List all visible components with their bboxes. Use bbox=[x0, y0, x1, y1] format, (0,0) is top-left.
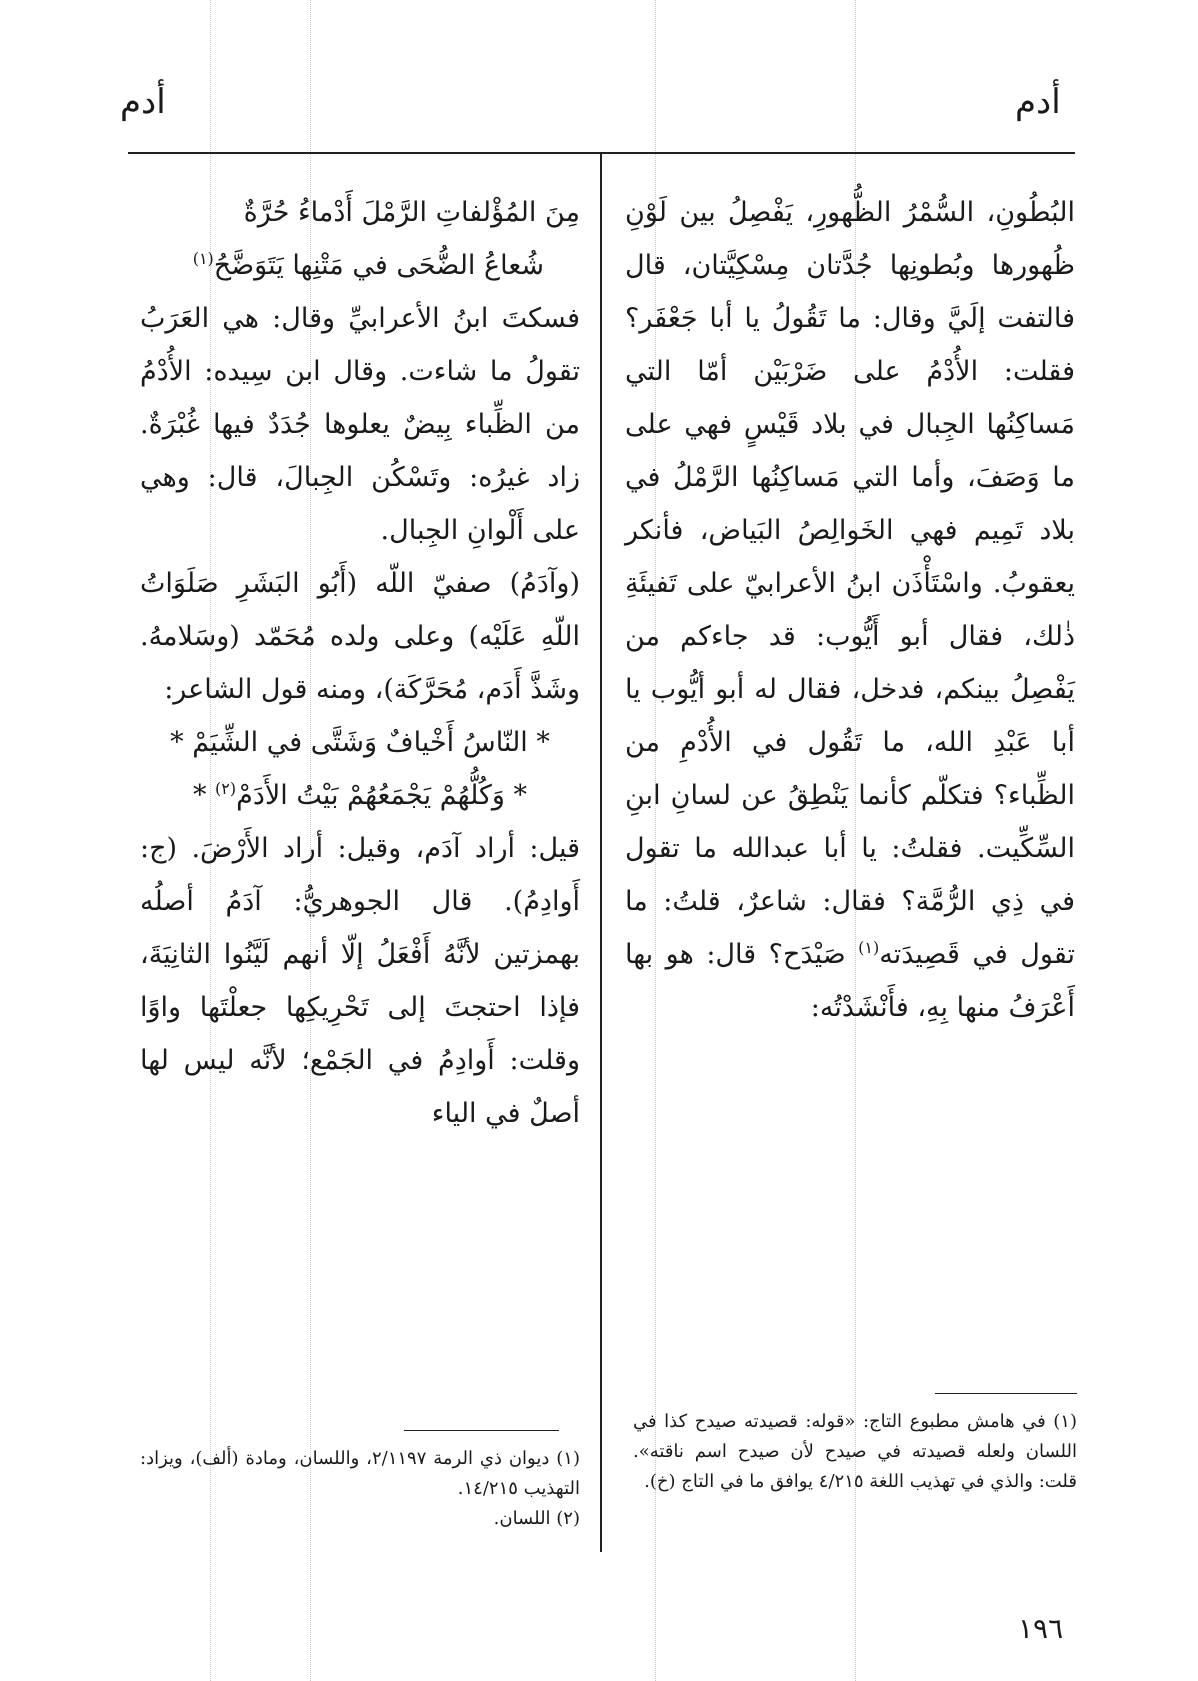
left-paragraph: قيل: أراد آدَم، وقيل: أراد الأَرْضَ. (ج: أَوادِمُ). قال الجوهريُّ: آدَمُ أصلُه بهمزتين لأنَّهُ أَفْعَلُ إلّا أنهم لَيَّنُوا الثانِيَةَ، فإذا احتجتَ إلى تَحْرِيكِها جعلْتَها واوًا وقلت: أَوادِمُ في الجَمْع؛ لأنَّه ليس لها أصلٌ في الياء bbox=[140, 833, 580, 1129]
running-header-right: أدم bbox=[1015, 82, 1061, 122]
footnote-ref: (٢) bbox=[215, 779, 237, 798]
right-paragraph-text: البُطُونِ، السُّمْرُ الظُّهورِ، يَفْصِلُ بين لَوْنِ ظُهورها وبُطونِها جُدَّتان مِسْكِيَّتان، قال فالتفت إلَيَّ وقال: ما تَقُولُ يا أبا جَعْفَر؟ فقلت: الأُدْمُ على ضَرْبَيْن أمّا التي مَساكِنُها الجِبال في بلاد قَيْسٍ فهي على ما وَصَفَ، وأما التي مَساكِنُها الرَّمْلُ في بلاد تَمِيم فهي الخَوالِصُ البَياض، فأنكر يعقوبُ. واسْتَأْذَن ابنُ الأعرابيّ على تَفيئَةِ ذٰلك، فقال أبو أَيُّوب: قد جاءكم من يَفْصِلُ بينكم، فدخل، فقال له أبو أيُّوب يا أبا عَبْدِ الله، ما تَقُول في الأُدْمِ من الظِّباء؟ فتكلّم كأنما يَنْطِقُ عن لسانِ ابنِ السِّكِّيت. فقلتُ: يا أبا عبدالله ما تقول في ذِي الرُّمَّة؟ فقال: شاعرٌ، قلتُ: ما تقول في قَصِيدَته bbox=[625, 197, 1075, 970]
left-paragraph: فسكتَ ابنُ الأعرابيِّ وقال: هي العَرَبُ تقولُ ما شاءت. وقال ابن سِيده: الأُدْمُ من الظِّباء بِيضٌ يعلوها جُدَدٌ فيها غُبْرَةٌ. زاد غيرُه: وتَسْكُن الجِبالَ، قال: وهي على أَلْوانِ الجِبال. bbox=[140, 303, 580, 546]
footnote-rule bbox=[935, 1393, 1077, 1394]
column-divider bbox=[600, 152, 602, 1552]
footnote: (١) في هامش مطبوع التاج: «قوله: قصيدته صيدح كذا في اللسان ولعله قصيدته في صيدح لأن صيدح اسم ناقته». قلت: والذي في تهذيب اللغة ٤/٢١٥ يوافق ما في التاج (خ). bbox=[633, 1411, 1077, 1492]
verse-text: * وَكُلُّهُمْ يَجْمَعُهُمْ بَيْتُ الأَدَمْ bbox=[236, 780, 528, 811]
footnote-ref: (١) bbox=[192, 249, 214, 268]
verse-line bbox=[140, 239, 580, 292]
footnote-ref: (١) bbox=[858, 938, 880, 957]
footnote: (١) ديوان ذي الرمة ٢/١١٩٧، واللسان، ومادة (ألف)، ويزاد: التهذيب ١٤/٢١٥. bbox=[140, 1448, 580, 1499]
left-paragraph: (وآدَمُ) صفيّ اللّه (أَبُو البَشَرِ صَلَوَاتُ اللّهِ عَلَيْه) وعلى ولده مُحَمّد (وسَلامهُ. وشَذَّ أَدَم، مُحَرَّكَة)، ومنه قول الشاعر: bbox=[140, 568, 580, 705]
right-paragraph bbox=[625, 186, 1075, 1034]
verse-line bbox=[140, 769, 580, 822]
footnote: (٢) اللسان. bbox=[493, 1508, 580, 1529]
left-column bbox=[140, 186, 580, 1140]
verse-text: شُعاعُ الضُّحَى في مَتْنِها يَتَوَضَّحُ bbox=[213, 250, 544, 281]
verse-line: مِنَ المُؤْلفاتِ الرَّمْلَ أَدْماءُ حُرَّةٌ bbox=[243, 197, 580, 228]
footnotes-right bbox=[633, 1407, 1077, 1497]
running-header-left: أدم bbox=[120, 82, 166, 122]
footnote-rule bbox=[404, 1430, 559, 1431]
right-paragraph-end: صَيْدَح؟ قال: هو بها أَعْرَفُ منها بِهِ، فأَنْشَدْتُه: bbox=[625, 939, 1075, 1023]
verse-end: * bbox=[192, 780, 207, 811]
right-column bbox=[625, 186, 1075, 1034]
verse-line: * النّاسُ أَخْيافٌ وَشَتَّى في الشِّيَمْ * bbox=[170, 727, 550, 758]
footnotes-left bbox=[140, 1444, 580, 1534]
page-number: ١٩٦ bbox=[1018, 1612, 1064, 1645]
